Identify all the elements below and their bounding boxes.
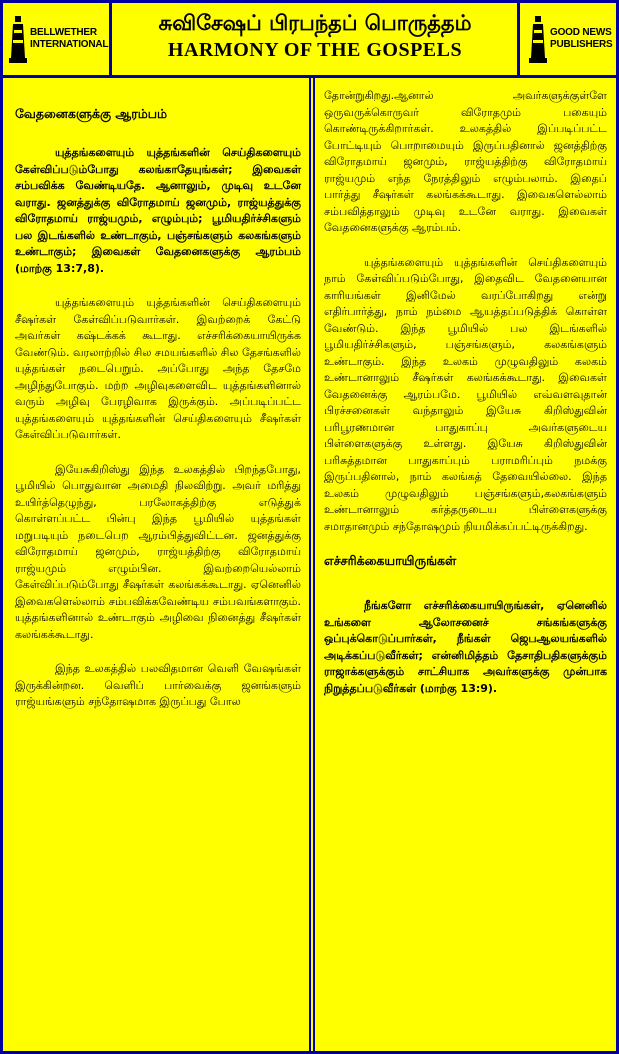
paragraph: தோன்றுகிறது.ஆனால் அவர்களுக்குள்ளே ஒருவருக்கொருவர் விரோதமும் பகையும் கொண்டிருக்கிறார்கள். உலகத்தில் இப்படிப்பட்ட போட்டியும் பொறாமையும் இருப்பதினால் ஜனத்திற்கு விரோதமாய் ஜனமும், ராஜ்யத்திற்கு விரோதமாய் ராஜ்யமும் எந்த நேரத்திலும் எழும்பலாம். இதைப் பார்த்து சீஷர்கள் கலங்கக்கூடாது. இவைகளெல்லாம் சம்பவித்தாலும் முடிவு உடனே வராது. இவைகள் வேதனைகளுக்கு ஆரம்பம். <box>324 89 607 234</box>
title-english: HARMONY OF THE GOSPELS <box>167 39 463 61</box>
right-column <box>315 78 616 1051</box>
paragraph: யுத்தங்களையும் யுத்தங்களின் செய்திகளையும் சீஷர்கள் கேள்விப்படுவார்கள். இவற்றைக் கேட்டு அவர்கள் கஷ்டக்கக் கூடாது. எச்சரிக்கையாயிருக்க வேண்டும். வரலாற்றில் சில சமயங்களில் சில தேசங்களில் யுத்தங்கள் நடைபெறும். அப்போது அந்த தேசமே அழிந்துபோகும். மற்ற அழிவுகளைவிட யுத்தங்களினால் வரும் அழிவு பேரழிவாக இருக்கும். அப்படிப்பட்ட யுத்தங்களையும் யுத்தங்களின் செய்திகளையும் சீஷர்கள் கேள்விப்படுவார்கள். <box>15 296 302 441</box>
title-tamil: சுவிசேஷப் பிரபந்தப் பொருத்தம் <box>158 11 472 35</box>
section-heading-beginning-of-sorrows: வேதனைகளுக்கு ஆரம்பம் <box>15 106 168 121</box>
left-logo-line1: BELLWETHER <box>30 27 97 38</box>
left-logo-line2: INTERNATIONAL <box>30 39 109 50</box>
right-logo-line2: PUBLISHERS <box>550 39 613 50</box>
bellwether-logo <box>9 9 109 69</box>
paragraph: இந்த உலகத்தில் பலவிதமான வெளி வேஷங்கள் இருக்கின்றன. வெளிப் பார்வைக்கு ஜனங்களும் ராஜ்யங்களும் சந்தோஷமாக இருப்பது போல <box>15 662 301 708</box>
lighthouse-icon <box>529 14 547 64</box>
section-heading-be-watchful: எச்சரிக்கையாயிருங்கள் <box>324 553 457 568</box>
body-area <box>3 78 616 1051</box>
header-separator-right <box>517 3 520 75</box>
paragraph: இயேசுகிறிஸ்து இந்த உலகத்தில் பிறந்தபோது, பூமியில் பொதுவான அமைதி நிலவிற்று. அவர் மரித்து உயிர்த்தெழுந்து, பரலோகத்திற்கு எடுத்துக் கொள்ளப்பட்ட பின்பு இந்த பூமியில் யுத்தங்கள் மறுபடியும் நடைபெற ஆரம்பித்துவிட்டன. ஜனத்துக்கு விரோதமாய் ஜனமும், ராஜ்யத்திற்கு விரோதமாய் ராஜ்யமும் எழும்பின. இவற்றையெல்லாம் கேள்விப்படும்போது சீஷர்கள் கலங்கக்கூடாது. ஏனெனில் இவைகளெல்லாம் சம்பவிக்கவேண்டிய சம்பவங்களாகும். யுத்தங்களினால் உண்டாகும் அழிவை நினைத்து சீஷர்கள் கலங்கக்கூடாது. <box>15 462 301 641</box>
scripture-quote: யுத்தங்களையும் யுத்தங்களின் செய்திகளையும் கேள்விப்படும்போது கலங்காதேயுங்கள்; இவைகள் சம்பவிக்க வேண்டியதே. ஆனாலும், முடிவு உடனே வராது. ஜனத்துக்கு விரோதமாய் ஜனமும், ராஜ்யத்துக்கு விரோதமாய் ராஜ்யமும், எழும்பும்; பூமியதிர்ச்சிகளும் பல இடங்களில் உண்டாகும், பஞ்சங்களும் கலகங்களும் உண்டாகும்; இவைகள் வேதனைகளுக்கு ஆரம்பம் (மாற்கு 13:7,8). <box>15 146 301 275</box>
header <box>3 3 616 78</box>
header-separator-left <box>109 3 112 75</box>
left-column <box>3 78 310 1051</box>
right-logo-line1: GOOD NEWS <box>550 27 612 38</box>
paragraph: யுத்தங்களையும் யுத்தங்களின் செய்திகளையும் நாம் கேள்விப்படும்போது, இதைவிட வேதனையான காரியங்கள் இனிமேல் வரப்போகிறது என்று எதிர்பார்த்து, நாம் நம்மை ஆயத்தப்படுத்திக் கொள்ள வேண்டும். இந்த பூமியில் பல இடங்களில் பூமியதிர்ச்சிகளும், பஞ்சங்களும், கலகங்களும் உண்டாகும். இந்த உலகம் முழுவதிலும் கலகம் உண்டானாலும் சீஷர்கள் கலங்கக்கூடாது. இவைகள் வேதனைக்கு ஆரம்பமே. பூமியில் எவ்வளவுதான் பிரச்சனைகள் வந்தாலும் இயேசு கிறிஸ்துவின் பரிபூரணமான பாதுகாப்பு அவர்களுடைய பிள்ளைகளுக்கு உள்ளது. இயேசு கிறிஸ்துவின் பரிசுத்தமான பாதுகாப்பும் பராமரிப்பும் நமக்கு இருப்பதினால், நாம் கலங்கத் தேவையில்லை. இந்த உலகம் முழுவதிலும் பஞ்சங்களும்,கலகங்களும் உண்டானாலும் கர்த்தருடைய பிள்ளைகளுக்கு சமாதானமும் சந்தோஷமும் நியமிக்கப்பட்டிருக்கிறது. <box>324 255 607 533</box>
lighthouse-icon <box>9 14 27 64</box>
title-box <box>115 7 515 71</box>
good-news-logo <box>529 9 619 69</box>
scripture-quote: நீங்களோ எச்சரிக்கையாயிருங்கள், ஏனெனில் உங்களை ஆலோசனைச் சங்கங்களுக்கு ஒப்புக்கொடுப்பார்கள், நீங்கள் ஜெபஆலயங்களில் அடிக்கப்படுவீர்கள்; என்னிமித்தம் தேசாதிபதிகளுக்கும் ராஜாக்களுக்கும் சாட்சியாக அவர்களுக்கு முன்பாக நிறுத்தப்படுவீர்கள் (மாற்கு 13:9). <box>324 599 607 695</box>
